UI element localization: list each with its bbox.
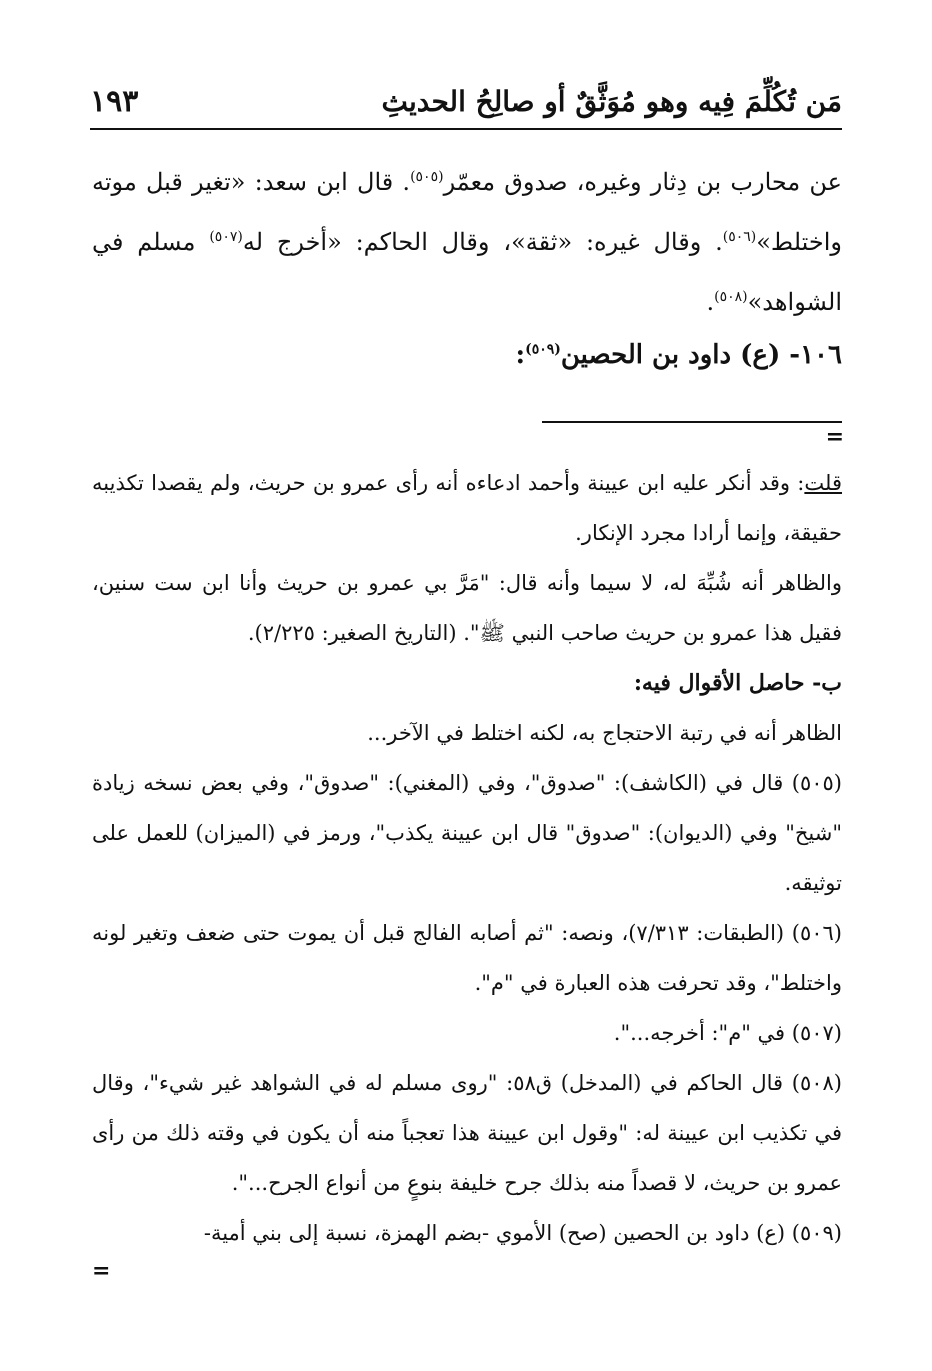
footnote-ref-508: (٥٠٨) — [714, 289, 748, 305]
header-divider — [90, 128, 842, 130]
page-number: ١٩٣ — [90, 84, 139, 119]
entry-heading — [92, 330, 842, 380]
note-qultu — [92, 458, 842, 558]
text-segment: عن محارب بن دِثار وغيره، صدوق معمّر — [443, 168, 842, 196]
footnote-505: (٥٠٥) قال في (الكاشف): "صدوق"، وفي (المغني): "صدوق"، وفي بعض نسخه زيادة "شيخ" وفي (الديوان): "صدوق" قال ابن عيينة يكذب"، ورمز في (الميزان) للعمل على توثيقه. — [92, 771, 842, 895]
note-zahir: والظاهر أنه شُبِّهَ له، لا سيما وأنه قال: "مَرَّ بي عمرو بن حريث وأنا ابن ست سنين، فقيل هذا عمرو بن حريث صاحب النبي ﷺ". (التاريخ الصغير: ٢/٢٢٥). — [92, 571, 842, 645]
main-text — [92, 152, 842, 332]
footnote-506: (٥٠٦) (الطبقات: ٧/٣١٣)، ونصه: "ثم أصابه الفالج قبل أن يموت حتى ضعف وتغير لونه واختلط"، وقد تحرفت هذه العبارة في "م". — [92, 921, 842, 995]
entry-heading-text: ١٠٦- (ع) داود بن الحصين — [560, 340, 842, 370]
text-segment: . وقال غيره: «ثقة»، وقال الحاكم: «أخرج له — [242, 228, 723, 256]
entry-heading-colon: : — [515, 340, 526, 370]
footnote-509: (٥٠٩) (ع) داود بن الحصين (صح) الأموي -بضم الهمزة، نسبة إلى بني أمية- — [203, 1221, 842, 1245]
running-header-title: مَن تُكُلِّمَ فِيه وهو مُوَثَّقٌ أو صالِحُ الحديثِ — [381, 85, 842, 118]
footnote-508: (٥٠٨) قال الحاكم في (المدخل) ق٥٨: "روى مسلم له في الشواهد غير شيء"، وقال في تكذيب ابن عيينة له: "وقول ابن عيينة هذا تعجباً منه أن يكون في وقته ذلك من رأى عمرو بن حريث، لا قصداً منه بذلك جرح خليفة بنوعٍ من أنواع الجرح...". — [92, 1071, 842, 1195]
qultu-text: : وقد أنكر عليه ابن عيينة وأحمد ادعاءه أنه رأى عمرو بن حريث، ولم يقصدا تكذيبه حقيقة، وإنما أرادا مجرد الإنكار. — [92, 471, 842, 545]
text-segment: . — [706, 288, 715, 316]
text-segment: مسلم في الشواهد» — [92, 228, 842, 316]
footnote-ref-509: (٥٠٩) — [525, 341, 561, 358]
main-paragraph — [92, 152, 842, 332]
footnote-ref-506: (٥٠٦) — [722, 229, 757, 245]
section-heading: ب- حاصل الأقوال فيه: — [633, 670, 842, 696]
end-continuation-mark: = — [92, 1258, 111, 1284]
text-segment: . قال ابن سعد: «تغير قبل موته واختلط» — [92, 168, 842, 256]
qultu-label: قلت — [804, 471, 842, 495]
summary-text: الظاهر أنه في رتبة الاحتجاج به، لكنه اختلط في الآخر... — [367, 721, 842, 745]
running-header — [90, 82, 842, 122]
continuation-mark: = — [825, 424, 844, 450]
footnote-ref-507: (٥٠٧) — [209, 229, 243, 245]
footnote-507: (٥٠٧) في "م": أخرجه...". — [613, 1021, 842, 1045]
footnote-divider — [542, 421, 842, 423]
footnote-ref-505: (٥٠٥) — [410, 169, 444, 185]
footnotes-section — [92, 458, 842, 1258]
